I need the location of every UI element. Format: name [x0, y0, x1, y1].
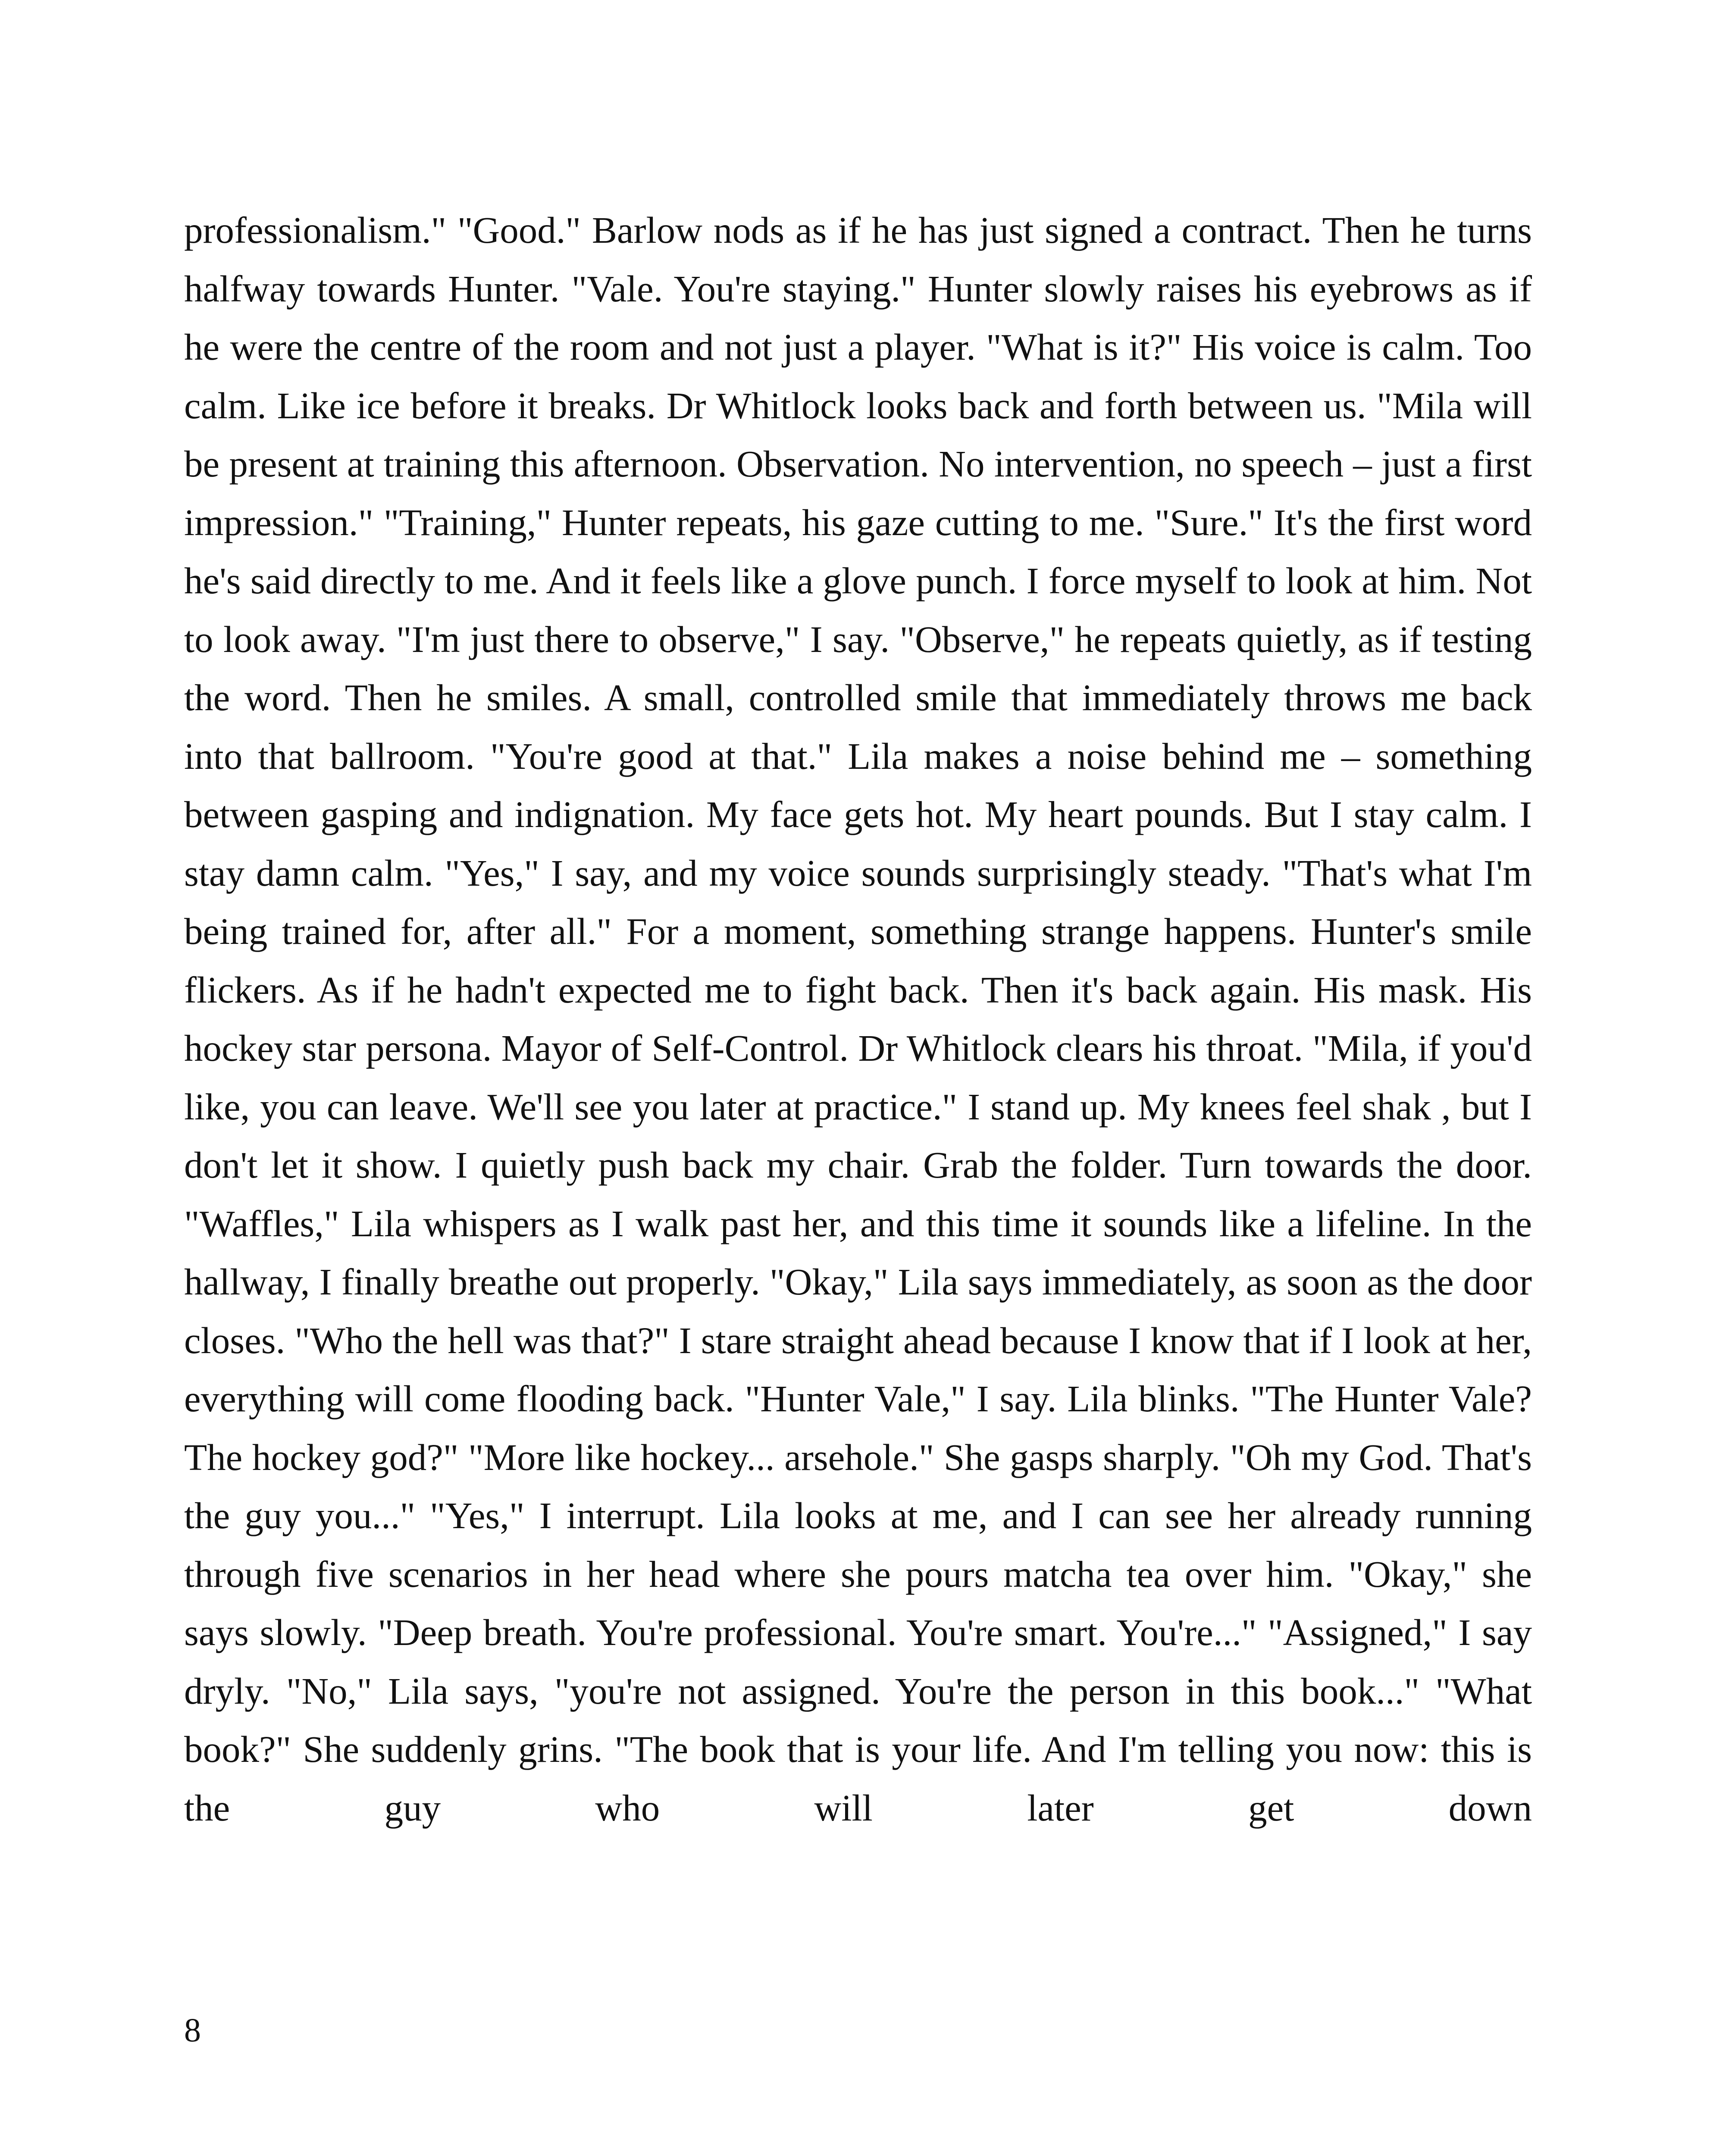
page-number: 8	[184, 2011, 201, 2049]
body-text: professionalism." "Good." Barlow nods as if he has just signed a contract. Then he turns halfway towards Hunter. "Vale. You're staying." Hunter slowly raises his eyebrows as if he were the centre of the room and not just a player. "What is it?" His voice is calm. Too calm. Like ice before it breaks. Dr Whitlock looks back and forth between us. "Mila will be present at training this afternoon. Observation. No intervention, no speech – just a first impression." "Training," Hunter repeats, his gaze cutting to me. "Sure." It's the first word he's said directly to me. And it feels like a glove punch. I force myself to look at him. Not to look away. "I'm just there to observe," I say. "Observe," he repeats quietly, as if testing the word. Then he smiles. A small, controlled smile that immediately throws me back into that ballroom. "You're good at that." Lila makes a noise behind me – something between gasping and indignation. My face gets hot. My heart pounds. But I stay calm. I stay damn calm. "Yes," I say, and my voice sounds surprisingly steady. "That's what I'm being trained for, after all." For a moment, something strange happens. Hunter's smile flickers. As if he hadn't expected me to fight back. Then it's back again. His mask. His hockey star persona. Mayor of Self-Control. Dr Whitlock clears his throat. "Mila, if you'd like, you can leave. We'll see you later at practice." I stand up. My knees feel shak , but I don't let it show. I quietly push back my chair. Grab the folder. Turn towards the door. "Waffles," Lila whispers as I walk past her, and this time it sounds like a lifeline. In the hallway, I finally breathe out properly. "Okay," Lila says immediately, as soon as the door closes. "Who the hell was that?" I stare straight ahead because I know that if I look at her, everything will come flooding back. "Hunter Vale," I say. Lila blinks. "The Hunter Vale? The hockey god?" "More like hockey... arsehole." She gasps sharply. "Oh my God. That's the guy you..." "Yes," I interrupt. Lila looks at me, and I can see her already running through five scenarios in her head where she pours matcha tea over him. "Okay," she says slowly. "Deep breath. You're professional. You're smart. You're..." "Assigned," I say dryly. "No," Lila says, "you're not assigned. You're the person in this book..." "What book?" She suddenly grins. "The book that is your life. And I'm telling you now: this is the guy who will later get down	[184, 209, 1532, 1829]
